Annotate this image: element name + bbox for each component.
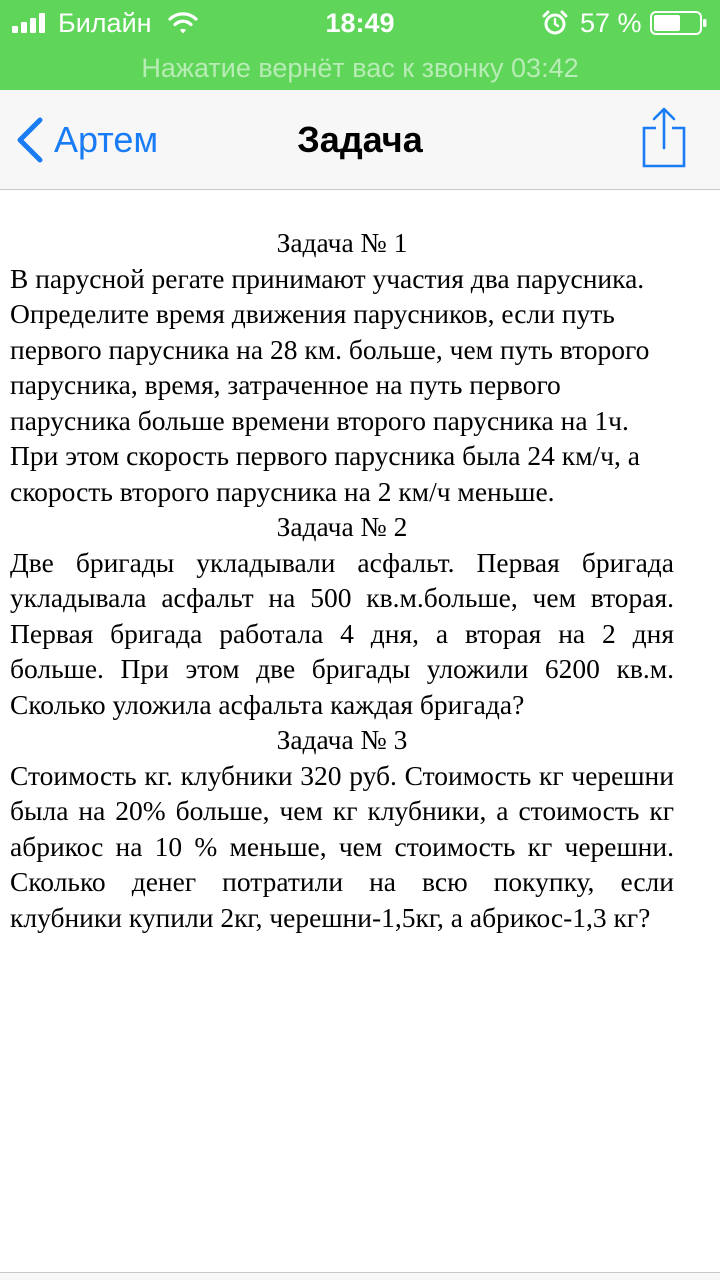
task-1-body: В парусной регате принимают участия два парусника. Определите время движения парусников, если путь первого парусника на 28 км. больше, чем путь второго парусника, время, затраченное на путь первого парусника больше времени второго парусника на 1ч. При этом скорость первого парусника была 24 км/ч, а скорость второго парусника на 2 км/ч меньше. xyxy=(10,262,650,507)
share-icon xyxy=(636,106,692,170)
task-1-heading: Задача № 1 xyxy=(276,227,408,258)
task-2-heading: Задача № 2 xyxy=(276,511,408,542)
navigation-bar xyxy=(0,90,720,190)
task-2-body: Две бригады укладывали асфальт. Первая бригада укладывала асфальт на 500 кв.м.больше, чем вторая. Первая бригада работала 4 дня, а вторая на 2 дня больше. При этом две бригады уложили 6200 кв.м. Сколько уложила асфальта каждая бригада? xyxy=(10,546,674,720)
share-button[interactable] xyxy=(636,106,692,170)
back-button[interactable] xyxy=(14,112,158,168)
task-1 xyxy=(10,225,674,509)
return-to-call-banner[interactable]: Нажатие вернёт вас к звонку 03:42 xyxy=(141,53,579,83)
cellular-signal-icon xyxy=(12,13,45,33)
bottom-toolbar xyxy=(0,1272,720,1280)
chevron-left-icon xyxy=(14,116,46,164)
task-3-body: Стоимость кг. клубники 320 руб. Стоимость кг черешни была на 20% больше, чем кг клубники, а стоимость кг абрикос на 10 % меньше, чем стоимость кг черешни. Сколько денег потратили на всю покупку, если клубники купили 2кг, черешни-1,5кг, а абрикос-1,3 кг? xyxy=(10,759,674,933)
status-time: 18:49 xyxy=(325,8,395,38)
task-3 xyxy=(10,722,674,935)
back-button-label: Артем xyxy=(54,119,159,160)
alarm-icon xyxy=(542,10,568,36)
status-bar[interactable] xyxy=(0,0,720,90)
status-row xyxy=(0,0,720,46)
battery-icon xyxy=(650,11,708,35)
wifi-icon xyxy=(168,10,198,36)
page-title: Задача xyxy=(297,119,423,160)
carrier-name: Билайн xyxy=(58,8,152,38)
task-2 xyxy=(10,509,674,722)
task-3-heading: Задача № 3 xyxy=(276,724,408,755)
battery-percentage: 57 % xyxy=(580,8,642,38)
document-content xyxy=(10,225,674,935)
